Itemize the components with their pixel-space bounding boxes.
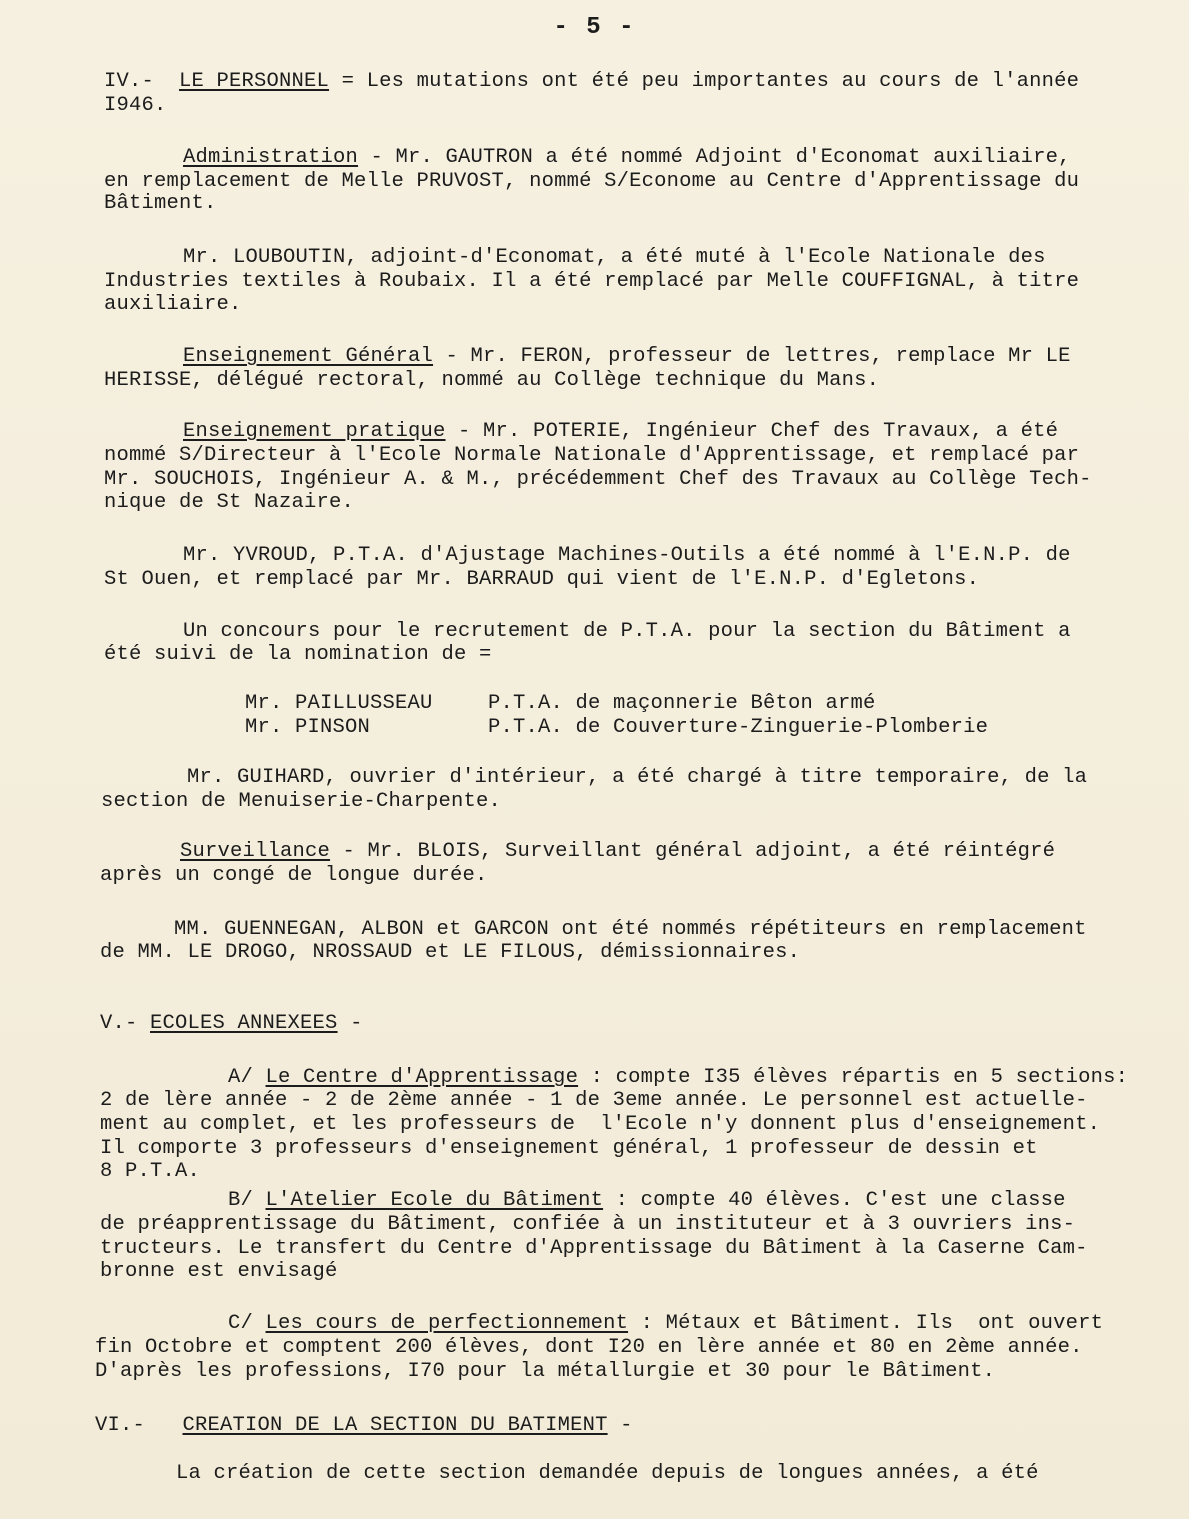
paragraph-atelier-ecole (228, 1189, 1066, 1212)
nomination-role: P.T.A. de maçonnerie Bêton armé (488, 692, 876, 715)
text-span: : compte I35 élèves répartis en 5 sections: (578, 1066, 1129, 1089)
text-line: ment au complet, et les professeurs de l'Ecole n'y donnent plus d'enseignement. (100, 1113, 1101, 1136)
text-line: Mr. YVROUD, P.T.A. d'Ajustage Machines-Outils a été nommé à l'E.N.P. de (183, 544, 1071, 567)
text-line: tructeurs. Le transfert du Centre d'Apprentissage du Bâtiment à la Caserne Cam- (100, 1237, 1088, 1260)
text-line: après un congé de longue durée. (100, 864, 488, 887)
heading-text: = Les mutations ont été peu importantes au cours de l'année (329, 70, 1080, 93)
paragraph-surveillance (180, 840, 1055, 863)
subheading-enseignement-pratique: Enseignement pratique (183, 420, 446, 443)
text-line: en remplacement de Melle PRUVOST, nommé S/Econome au Centre d'Apprentissage du (104, 170, 1080, 193)
paragraph-administration (183, 146, 1071, 169)
subheading-centre-apprentissage: Le Centre d'Apprentissage (265, 1066, 579, 1089)
text-line: section de Menuiserie-Charpente. (101, 790, 502, 813)
text-line: La création de cette section demandée depuis de longues années, a été (176, 1462, 1039, 1485)
text-line: auxiliaire. (104, 293, 242, 316)
item-marker: A/ (228, 1066, 266, 1089)
subheading-atelier-ecole: L'Atelier Ecole du Bâtiment (265, 1189, 604, 1212)
text-line: nique de St Nazaire. (104, 491, 355, 514)
text-line: Industries textiles à Roubaix. Il a été remplacé par Melle COUFFIGNAL, à titre (104, 270, 1080, 293)
text-line: Mr. GUIHARD, ouvrier d'intérieur, a été chargé à titre temporaire, de la (187, 766, 1088, 789)
text-line: été suivi de la nomination de = (104, 643, 492, 666)
text-line: 8 P.T.A. (100, 1160, 201, 1183)
text-span: - Mr. BLOIS, Surveillant général adjoint, a été réintégré (330, 840, 1056, 863)
text-span: - Mr. FERON, professeur de lettres, remplace Mr LE (433, 345, 1071, 368)
text-line: 2 de lère année - 2 de 2ème année - 1 de 3eme année. Le personnel est actuelle- (100, 1089, 1088, 1112)
section-vi-heading (95, 1414, 633, 1437)
paragraph-enseignement-general (183, 345, 1071, 368)
text-span: - (337, 1012, 363, 1035)
text-span: : Métaux et Bâtiment. Ils ont ouvert (628, 1312, 1104, 1335)
text-span: : compte 40 élèves. C'est une classe (603, 1189, 1066, 1212)
text-span: - Mr. POTERIE, Ingénieur Chef des Travaux, a été (445, 420, 1059, 443)
text-line: fin Octobre et comptent 200 élèves, dont I20 en lère année et 80 en 2ème année. (95, 1336, 1083, 1359)
section-title: LE PERSONNEL (179, 70, 330, 93)
text-line: St Ouen, et remplacé par Mr. BARRAUD qui vient de l'E.N.P. d'Egletons. (104, 568, 980, 591)
text-line: nommé S/Directeur à l'Ecole Normale Nationale d'Apprentissage, et remplacé par (104, 444, 1080, 467)
text-line: de MM. LE DROGO, NROSSAUD et LE FILOUS, démissionnaires. (100, 941, 801, 964)
subheading-enseignement-general: Enseignement Général (183, 345, 434, 368)
subheading-surveillance: Surveillance (180, 840, 331, 863)
item-marker: B/ (228, 1189, 266, 1212)
paragraph-enseignement-pratique (183, 420, 1058, 443)
text-line: bronne est envisagé (100, 1260, 338, 1283)
text-span: - (607, 1414, 633, 1437)
text-line: Mr. LOUBOUTIN, adjoint-d'Economat, a été muté à l'Ecole Nationale des (183, 246, 1046, 269)
nomination-name: Mr. PINSON (245, 716, 371, 739)
item-marker: C/ (228, 1312, 266, 1335)
text-line: HERISSE, délégué rectoral, nommé au Collège technique du Mans. (104, 369, 880, 392)
text-line: Un concours pour le recrutement de P.T.A. pour la section du Bâtiment a (183, 620, 1071, 643)
section-number: VI.- (95, 1414, 146, 1437)
section-iv-heading (104, 70, 1079, 93)
subheading-cours-perfectionnement: Les cours de perfectionnement (265, 1312, 629, 1335)
paragraph-centre-apprentissage (228, 1066, 1128, 1089)
nomination-role: P.T.A. de Couverture-Zinguerie-Plomberie (488, 716, 989, 739)
text-span: - Mr. GAUTRON a été nommé Adjoint d'Economat auxiliaire, (358, 146, 1071, 169)
text-line: Il comporte 3 professeurs d'enseignement général, 1 professeur de dessin et (100, 1137, 1038, 1160)
text-line: Bâtiment. (104, 192, 217, 215)
section-number: V.- (100, 1012, 138, 1035)
section-title: ECOLES ANNEXEES (150, 1012, 338, 1035)
section-title: CREATION DE LA SECTION DU BATIMENT (182, 1414, 608, 1437)
nomination-name: Mr. PAILLUSSEAU (245, 692, 433, 715)
section-number: IV.- (104, 70, 155, 93)
text-line: D'après les professions, I70 pour la métallurgie et 30 pour le Bâtiment. (95, 1360, 996, 1383)
text-line: MM. GUENNEGAN, ALBON et GARCON ont été nommés répétiteurs en remplacement (174, 918, 1087, 941)
section-v-heading (100, 1012, 363, 1035)
page-number: - 5 - (553, 14, 636, 41)
text-line: de préapprentissage du Bâtiment, confiée à un instituteur et à 3 ouvriers ins- (100, 1213, 1076, 1236)
text-line: Mr. SOUCHOIS, Ingénieur A. & M., précédemment Chef des Travaux au Collège Tech- (104, 468, 1092, 491)
paragraph-cours-perfectionnement (228, 1312, 1103, 1335)
text-line: I946. (104, 94, 167, 117)
subheading-administration: Administration (183, 146, 359, 169)
